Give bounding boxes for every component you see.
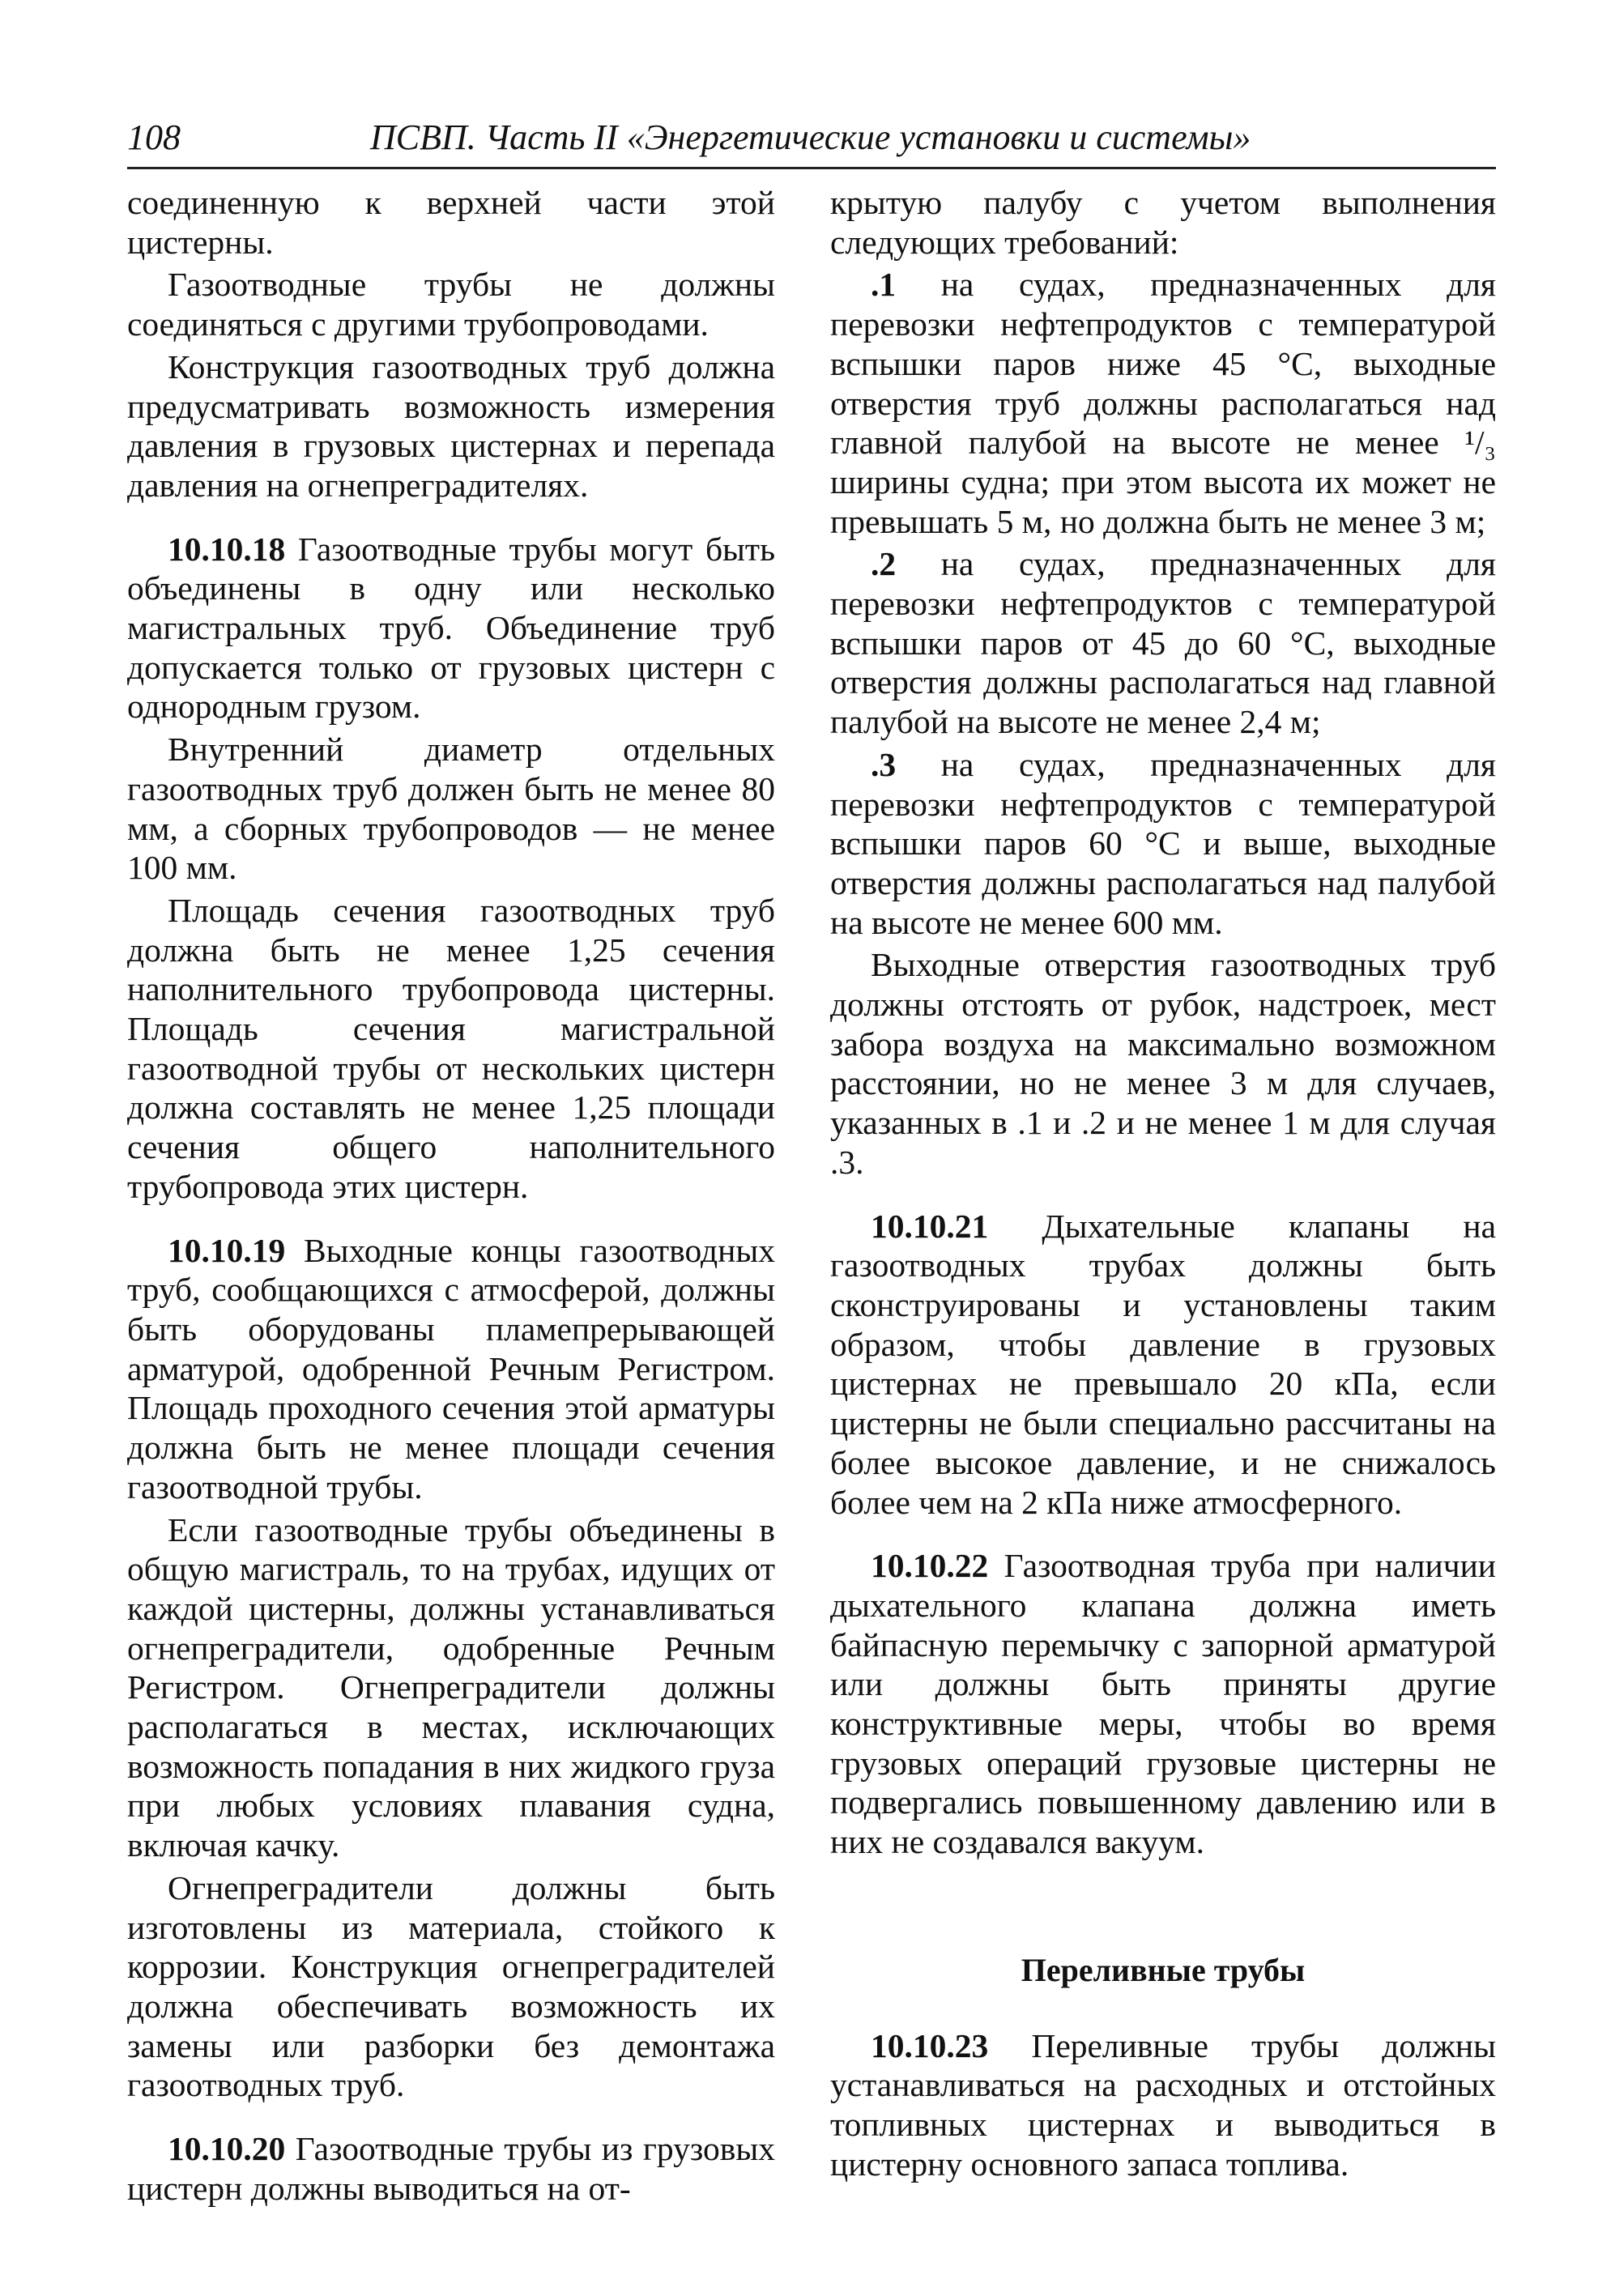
- paragraph-continued: крытую палубу с учетом выполнения следующих требований:: [830, 184, 1496, 261]
- left-column: [127, 183, 775, 2208]
- clause-number: 10.10.20: [168, 2130, 286, 2168]
- paragraph: Если газоотводные трубы объединены в общую магистраль, то на трубах, идущих от каждой цистерны, должны устанавливаться огнепреградители, одобренные Речным Регистром. Огнепреградители должны располагаться в местах, исключающих возможность попадания в них жидкого груза при любых условиях плавания судна, включая качку.: [127, 1510, 775, 1864]
- paragraph: Газоотводные трубы не должны соединяться с другими трубопроводами.: [127, 266, 775, 343]
- numbered-clause: 10.10.19 Выходные концы газоотводных труб, сообщающихся с атмосферой, должны быть оборудованы пламепрерывающей арматурой, одобренной Речным Регистром. Площадь проходного сечения этой арматуры должна быть не менее площади сечения газоотводной трубы.: [127, 1231, 776, 1506]
- clause-number: 10.10.18: [168, 530, 286, 568]
- list-item: .3 на судах, предназначенных для перевозки нефтепродуктов с температурой вспышки паров 60 °С и выше, выходные отверстия должны располагаться над палубой на высоте не менее 600 мм.: [830, 745, 1496, 941]
- numbered-clause: 10.10.21 Дыхательные клапаны на газоотводных трубах должны быть сконструированы и установлены таким образом, чтобы давление в грузовых цистернах не превышало 20 кПа, если цистерны не были специально рассчитаны на более высокое давление, и не снижалось более чем на 2 кПа ниже атмосферного.: [830, 1207, 1496, 1521]
- numbered-clause: 10.10.18 Газоотводные трубы могут быть объединены в одну или несколько магистральных труб. Объединение труб допускается только от грузовых цистерн с однородным грузом.: [127, 530, 775, 726]
- list-item: .2 на судах, предназначенных для перевозки нефтепродуктов с температурой вспышки паров от 45 до 60 °С, выходные отверстия должны располагаться над главной палубой на высоте не менее 2,4 м;: [830, 545, 1496, 741]
- list-number: .1: [871, 266, 897, 304]
- clause-number: 10.10.22: [871, 1547, 989, 1585]
- page-number: 108: [127, 117, 181, 157]
- clause-number: 10.10.21: [871, 1207, 989, 1245]
- clause-number: 10.10.19: [168, 1231, 286, 1269]
- list-number: .2: [871, 545, 897, 583]
- page-header: [127, 113, 1496, 169]
- paragraph-continued: соединенную к верхней части этой цистерны.: [127, 184, 775, 261]
- list-item: .1 на судах, предназначенных для перевозки нефтепродуктов с температурой вспышки паров ниже 45 °С, выходные отверстия труб должны располагаться над главной палубой на высоте не менее ¹/₃ ширины судна; при этом высота их может не превышать 5 м, но должна быть не менее 3 м;: [830, 266, 1496, 540]
- right-column: [830, 183, 1496, 2183]
- paragraph: Внутренний диаметр отдельных газоотводных труб должен быть не менее 80 мм, а сборных трубопроводов — не менее 100 мм.: [127, 731, 775, 887]
- paragraph: Огнепреградители должны быть изготовлены из материала, стойкого к коррозии. Конструкция огнепреградителей должна обеспечивать возможность их замены или разборки без демонтажа газоотводных труб.: [127, 1868, 775, 2104]
- paragraph: Конструкция газоотводных труб должна предусматривать возможность измерения давления в грузовых цистернах и перепада давления на огнепреградителях.: [127, 347, 775, 504]
- list-number: .3: [871, 745, 897, 783]
- numbered-clause: 10.10.22 Газоотводная труба при наличии дыхательного клапана должна иметь байпасную перемычку с запорной арматурой или должны быть приняты другие конструктивные меры, чтобы во время грузовых операций грузовые цистерны не подвергались повышенному давлению или в них не создавался вакуум.: [830, 1547, 1496, 1861]
- numbered-clause: 10.10.23 Переливные трубы должны устанавливаться на расходных и отстойных топливных цистернах и выводиться в цистерну основного запаса топлива.: [830, 2026, 1496, 2183]
- numbered-clause: 10.10.20 Газоотводные трубы из грузовых цистерн должны выводиться на от-: [127, 2130, 775, 2207]
- section-heading: Переливные трубы: [1021, 1951, 1306, 1988]
- paragraph: Площадь сечения газоотводных труб должна быть не менее 1,25 сечения наполнительного трубопровода цистерны. Площадь сечения магистральной газоотводной трубы от нескольких цистерн должна составлять не менее 1,25 площади сечения общего наполнительного трубопровода этих цистерн.: [127, 891, 775, 1205]
- paragraph: Выходные отверстия газоотводных труб должны отстоять от рубок, надстроек, мест забора воздуха на максимально возможном расстоянии, но не менее 3 м для случаев, указанных в .1 и .2 и не менее 1 м для случая .3.: [830, 946, 1496, 1181]
- clause-number: 10.10.23: [871, 2026, 989, 2064]
- running-title: ПСВП. Часть II «Энергетические установки и системы»: [370, 117, 1251, 157]
